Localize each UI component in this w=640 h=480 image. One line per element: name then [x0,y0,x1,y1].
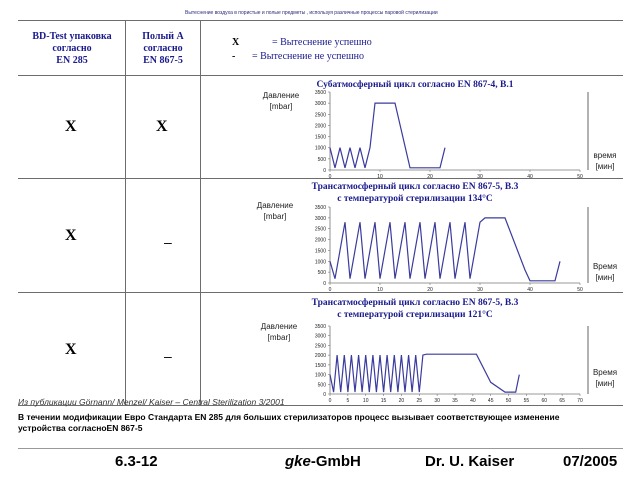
legend-fail-symbol: - [232,51,236,62]
row1-border [18,178,623,179]
footer-brand-rest: -GmbH [310,453,361,470]
x-tick-label: 50 [505,398,512,404]
y-tick-label: 500 [317,382,326,389]
row1-bd-test-mark: X [65,118,77,135]
row2-bd-test-mark: X [65,227,77,244]
y-tick-label: 1500 [314,362,326,369]
x-tick-label: 60 [541,398,548,404]
legend-success-text: = Вытеснение успешно [272,37,372,48]
col1-right-border [125,20,126,405]
y-tick-label: 2000 [314,123,326,130]
chart1-ylabel-line: [mbar] [269,102,293,111]
footer-brand-italic: gke [285,453,311,470]
x-tick-label: 0 [328,287,332,293]
header-row-border [18,75,623,76]
y-tick-label: 0 [323,168,326,174]
y-tick-label: 3500 [314,205,326,211]
chart1-ylabel-line: Давление [262,91,300,100]
chart3-xlabel-line: Время [592,368,618,377]
x-tick-label: 20 [398,398,405,404]
x-tick-label: 10 [377,174,383,178]
table-top-border [18,20,623,21]
chart3-title-line: Трансатмосферный цикл согласно EN 867-5, B.3 [311,298,519,308]
x-tick-label: 25 [416,398,423,404]
col2-header-line: согласно [143,43,183,54]
col1-header-line: согласно [52,43,92,54]
row3-hollow-mark: – [164,348,172,364]
chart2-title-line: с температурой стерилизации 134°C [337,194,493,204]
chart2-ylabel-line: Давление [256,201,294,210]
y-tick-label: 2000 [314,237,326,244]
col2-header-line: EN 867-5 [143,55,183,66]
footer-divider [18,448,623,449]
x-tick-label: 50 [577,174,583,178]
legend-fail-text: = Вытеснение не успешно [252,51,365,62]
chart3-ylabel [256,321,302,343]
col1-header [20,31,124,67]
chart1-xlabel-line: [мин] [595,162,615,171]
chart1-ylabel [258,90,304,112]
chart3-title [250,297,580,321]
chart2-xlabel [588,261,622,283]
footer-author: Dr. U. Kaiser [425,453,515,470]
x-tick-label: 30 [477,174,483,178]
chart2-ylabel-line: [mbar] [263,212,287,221]
chart2-ylabel [252,200,298,222]
y-tick-label: 3000 [314,101,326,108]
chart3-title-line: с температурой стерилизации 121°C [337,310,493,320]
y-tick-label: 2500 [314,112,326,119]
x-tick-label: 55 [523,398,530,404]
x-tick-label: 0 [328,398,332,404]
y-tick-label: 3500 [314,324,326,330]
x-tick-label: 20 [427,287,433,293]
chart3-xlabel [588,367,622,389]
chart1-title-line: Субатмосферный цикл согласно EN 867-4, B.1 [316,80,514,90]
col1-header-line: EN 285 [56,55,88,66]
x-tick-label: 50 [577,287,583,293]
x-tick-label: 10 [377,287,383,293]
chart3-xlabel-line: [мин] [595,379,615,388]
chart2-xlabel-line: [мин] [595,273,615,282]
y-tick-label: 1000 [314,145,326,152]
y-tick-label: 500 [317,270,326,277]
chart1-plot [300,88,590,178]
x-tick-label: 30 [477,287,483,293]
y-tick-label: 1500 [314,134,326,141]
row1-hollow-mark: X [156,118,168,135]
top-note: Вытеснение воздуха в пористые и полые предметы , используя различные процессы паровой стерилизации [185,10,438,16]
x-tick-label: 45 [487,398,494,404]
y-tick-label: 500 [317,156,326,163]
col2-header [126,31,200,67]
y-tick-label: 2500 [314,226,326,233]
footer-date: 07/2005 [563,453,618,470]
col2-header-line: Полый А [142,31,184,42]
x-tick-label: 70 [577,398,583,404]
y-tick-label: 0 [323,392,326,398]
y-tick-label: 3000 [314,215,326,222]
x-tick-label: 40 [527,287,533,293]
y-tick-label: 1500 [314,248,326,255]
pressure-series-line [330,218,560,281]
row2-hollow-mark: – [164,234,172,250]
x-tick-label: 65 [559,398,565,404]
x-tick-label: 30 [434,398,440,404]
chart3-ylabel-line: [mbar] [267,333,291,342]
y-tick-label: 2000 [314,353,326,360]
pressure-series-line [330,103,445,168]
x-tick-label: 0 [328,174,332,178]
footer-slide-number: 6.3-12 [115,453,158,470]
legend-success-symbol: X [232,37,240,48]
footer-brand [285,453,361,470]
chart2-title-line: Трансатмосферный цикл согласно EN 867-5, B.3 [311,182,519,192]
y-tick-label: 3000 [314,333,326,340]
legend-fail [232,51,364,62]
chart2-xlabel-line: Время [592,262,618,271]
y-tick-label: 1000 [314,372,326,379]
col1-header-line: BD-Test упаковка [32,31,112,42]
x-tick-label: 40 [470,398,476,404]
chart3-plot [300,322,590,406]
x-tick-label: 15 [380,398,387,404]
pressure-series-line [330,354,519,392]
x-tick-label: 40 [527,174,533,178]
y-tick-label: 0 [323,281,326,287]
body-text: В течении модификации Евро Стандарта EN 285 для больших стерилизаторов процесс вызывает соответствующее изменение устройства согласноEN 867-5 [18,412,560,433]
y-tick-label: 3500 [314,90,326,96]
col2-right-border [200,20,201,405]
x-tick-label: 20 [427,174,433,178]
chart2-title [250,181,580,205]
x-tick-label: 10 [362,398,369,404]
y-tick-label: 1000 [314,259,326,266]
row3-bd-test-mark: X [65,341,77,358]
chart2-plot [300,203,590,293]
x-tick-label: 5 [346,398,350,404]
legend-success [232,37,372,48]
x-tick-label: 35 [452,398,458,404]
chart1-xlabel-line: время [593,151,617,160]
chart1-xlabel [588,150,622,172]
y-tick-label: 2500 [314,343,326,350]
chart3-ylabel-line: Давление [260,322,298,331]
source-citation: Из публикации Görnann/ Menzel/ Kaiser – Central Sterilization 3/2001 [18,397,285,407]
